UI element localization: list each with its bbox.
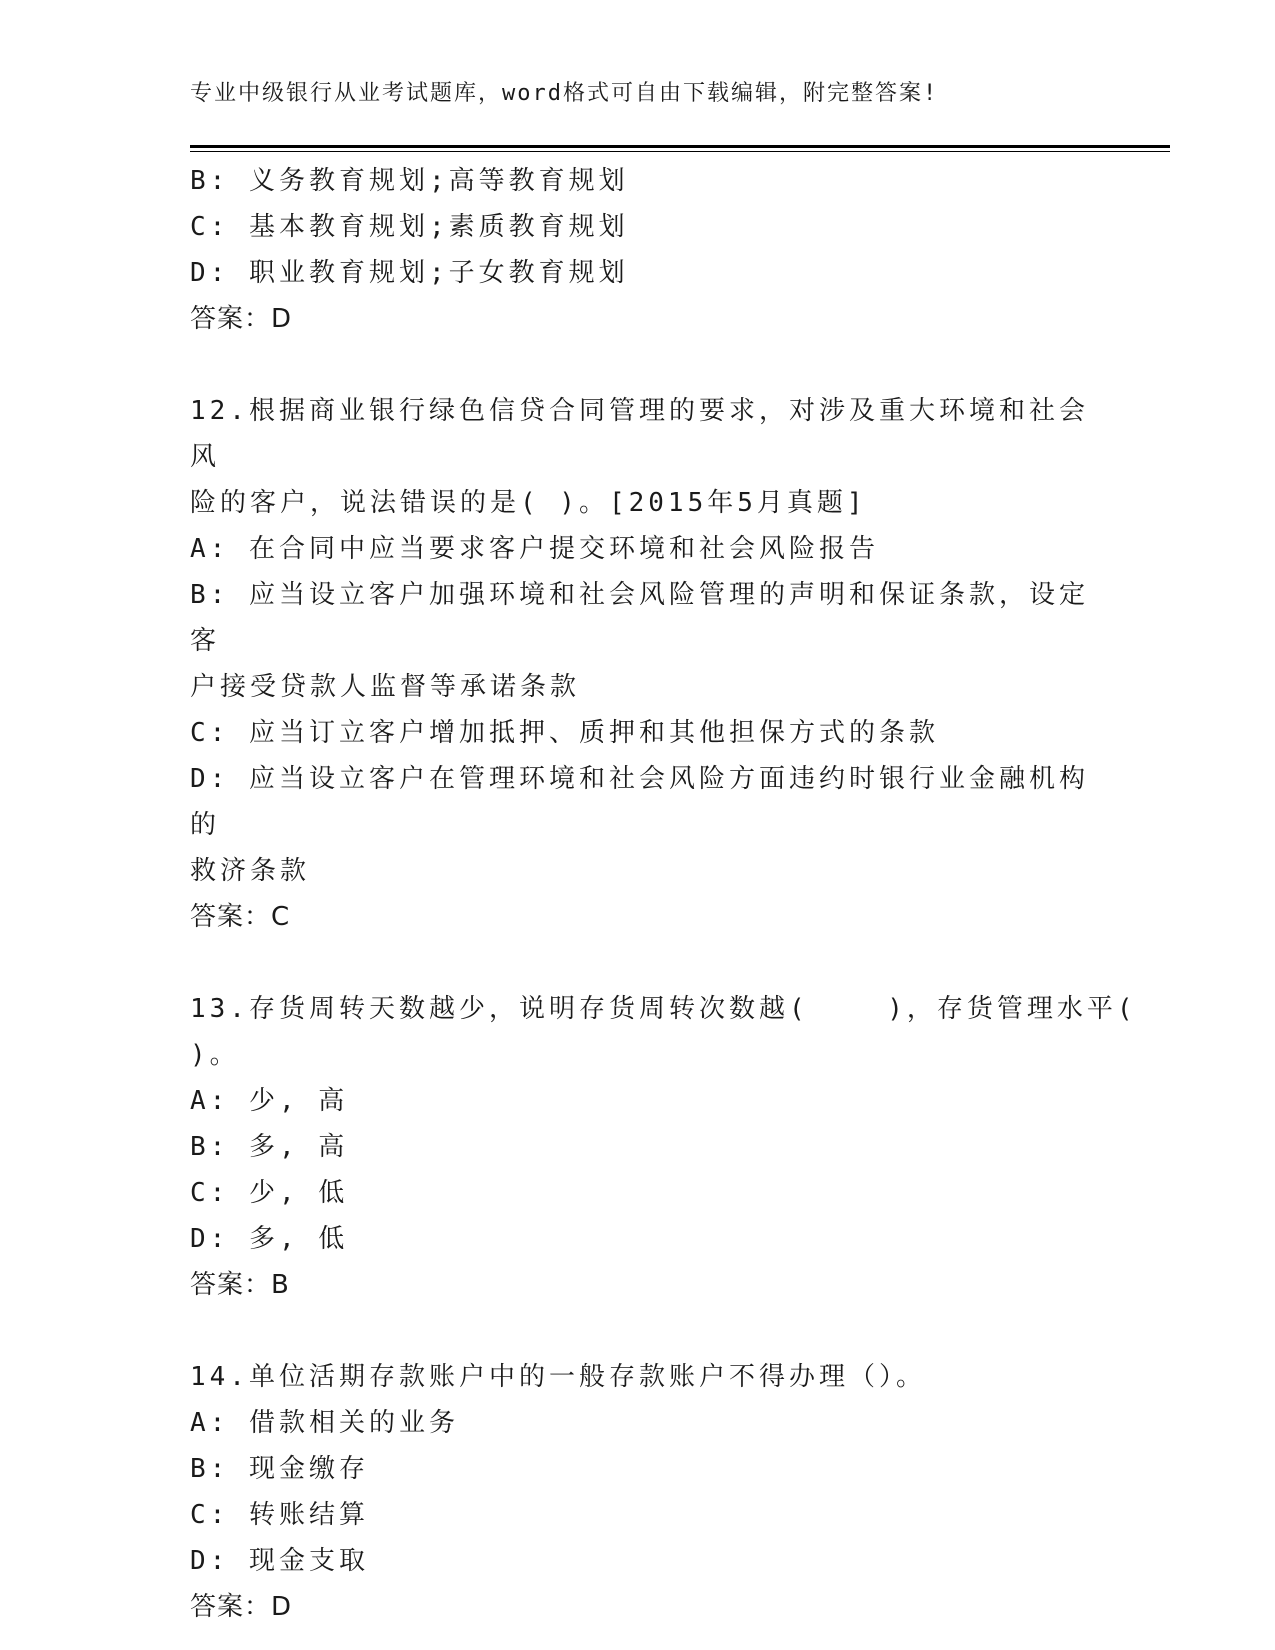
option-c: C: 应当订立客户增加抵押、质押和其他担保方式的条款 [190, 718, 939, 748]
option-a: A: 在合同中应当要求客户提交环境和社会风险报告 [190, 534, 879, 564]
question-14 [190, 1354, 1090, 1630]
option-d: D: 现金支取 [190, 1546, 369, 1576]
option-c: C: 少, 低 [190, 1178, 349, 1208]
spacer [190, 342, 1090, 388]
option-c: C: 基本教育规划;素质教育规划 [190, 212, 629, 242]
option-c: C: 转账结算 [190, 1500, 369, 1530]
answer: 答案：D [190, 304, 293, 334]
question-13 [190, 986, 1137, 1308]
answer: 答案：C [190, 902, 291, 932]
prev-question [190, 158, 1090, 342]
option-d: D: 多, 低 [190, 1224, 349, 1254]
header-rule-thin [190, 151, 1170, 152]
question-stem: )。 [190, 1040, 240, 1070]
answer: 答案：D [190, 1592, 293, 1622]
spacer [190, 1308, 1090, 1354]
option-d: 救济条款 [190, 856, 311, 886]
option-b: B: 现金缴存 [190, 1454, 369, 1484]
option-d: D: 应当设立客户在管理环境和社会风险方面违约时银行业金融机构的 [190, 764, 1089, 840]
spacer [190, 940, 1090, 986]
option-a: A: 少, 高 [190, 1086, 349, 1116]
question-stem: 14.单位活期存款账户中的一般存款账户不得办理（）。 [190, 1362, 926, 1392]
option-b: B: 应当设立客户加强环境和社会风险管理的声明和保证条款，设定客 [190, 580, 1089, 656]
question-stem: 12.根据商业银行绿色信贷合同管理的要求，对涉及重大环境和社会风 [190, 396, 1089, 472]
option-b: 户接受贷款人监督等承诺条款 [190, 672, 581, 702]
question-stem: 13.存货周转天数越少，说明存货周转次数越( )，存货管理水平( [190, 994, 1137, 1024]
answer: 答案：B [190, 1270, 290, 1300]
question-content [190, 158, 1137, 1630]
option-a: A: 借款相关的业务 [190, 1408, 459, 1438]
question-stem: 险的客户，说法错误的是( )。[2015年5月真题] [190, 488, 867, 518]
option-b: B: 多, 高 [190, 1132, 349, 1162]
page-header: 专业中级银行从业考试题库，word格式可自由下载编辑，附完整答案! [190, 81, 939, 106]
option-d: D: 职业教育规划;子女教育规划 [190, 258, 629, 288]
option-b: B: 义务教育规划;高等教育规划 [190, 166, 629, 196]
header-rule-thick [190, 145, 1170, 148]
question-12 [190, 388, 1090, 940]
